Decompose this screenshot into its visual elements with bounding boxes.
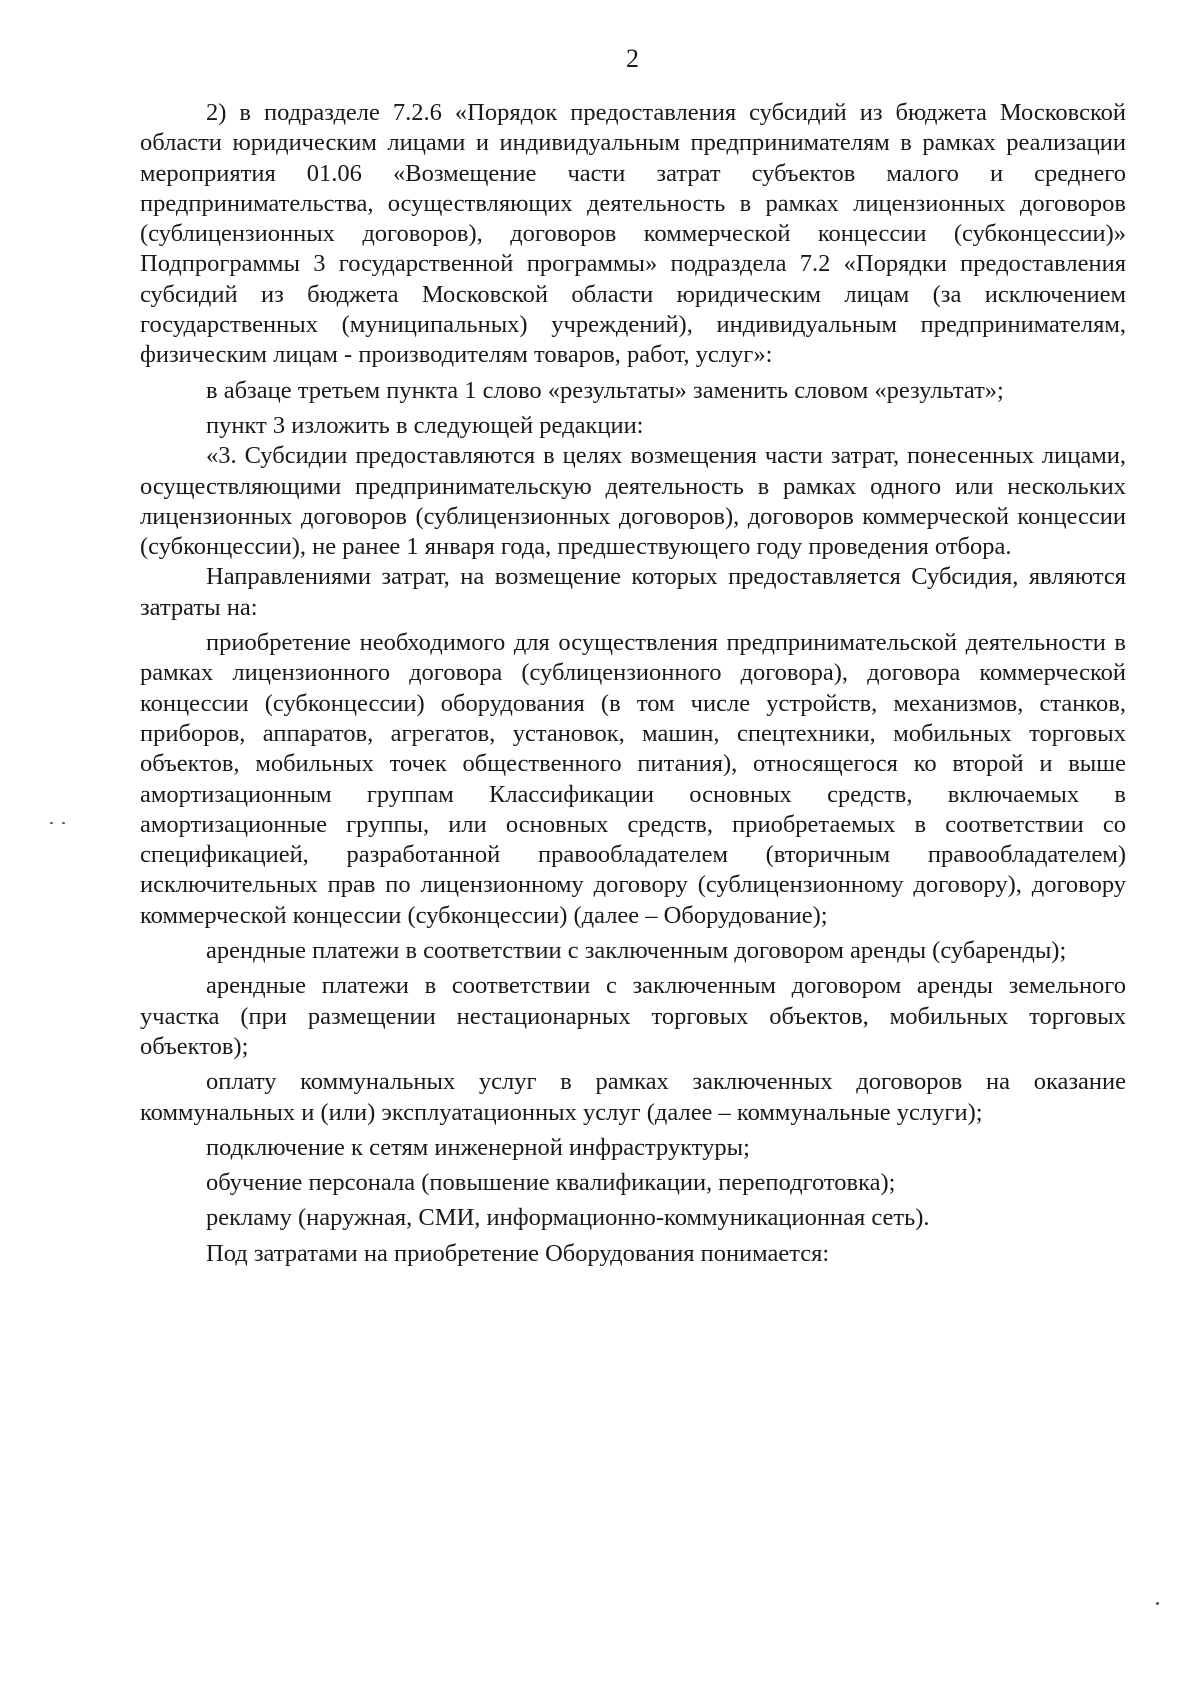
paragraph-amendment-intro: 2) в подразделе 7.2.6 «Порядок предоставления субсидий из бюджета Московской области юридическим лицами и индивидуальным предпринимателям в рамках реализации мероприятия 01.06 «Возмещение части затрат субъектов малого и среднего предпринимательства, осуществляющих деятельность в рамках лицензионных договоров (сублицензионных договоров), договоров коммерческой концессии (субконцессии)» Подпрограммы 3 государственной программы» подраздела 7.2 «Порядки предоставления субсидий из бюджета Московской области юридическим лицам (за исключением государственных (муниципальных) учреждений), индивидуальным предпринимателям, физическим лицам - производителям товаров, работ, услуг»:	[140, 99, 1126, 369]
page-number: 2	[626, 44, 639, 73]
paragraph-rent: арендные платежи в соответствии с заключенным договором аренды (субаренды);	[206, 937, 1067, 965]
document-body	[140, 98, 1126, 1269]
paragraph-equipment: приобретение необходимого для осуществления предпринимательской деятельности в рамках лицензионного договора (сублицензионного договора), договора коммерческой концессии (субконцессии) оборудования (в том числе устройств, механизмов, станков, приборов, аппаратов, агрегатов, установок, машин, спецтехники, мобильных торговых объектов, мобильных точек общественного питания), относящегося ко второй и выше амортизационным группам Классификации основных средств, включаемых в амортизационные группы, или основных средств, приобретаемых в соответствии со спецификацией, разработанной правообладателем (вторичным правообладателем) исключительных прав по лицензионному договору (сублицензионному договору), договору коммерческой концессии (субконцессии) (далее – Оборудование);	[140, 629, 1126, 929]
paragraph-replace-word: в абзаце третьем пункта 1 слово «результаты» заменить словом «результат»;	[206, 376, 1004, 404]
paragraph-cost-directions: Направлениями затрат, на возмещение которых предоставляется Субсидия, являются затраты на:	[140, 563, 1126, 621]
scan-speck	[62, 822, 65, 824]
paragraph-land-rent: арендные платежи в соответствии с заключенным договором аренды земельного участка (при размещении нестационарных торговых объектов, мобильных торговых объектов);	[140, 972, 1126, 1060]
paragraph-training: обучение персонала (повышение квалификации, переподготовка);	[206, 1169, 896, 1197]
paragraph-point-3: «3. Субсидии предоставляются в целях возмещения части затрат, понесенных лицами, осуществляющими предпринимательскую деятельность в рамках одного или нескольких лицензионных договоров (сублицензионных договоров), договоров коммерческой концессии (субконцессии), не ранее 1 января года, предшествующего году проведения отбора.	[140, 442, 1126, 561]
paragraph-utilities: оплату коммунальных услуг в рамках заключенных договоров на оказание коммунальных и (или) эксплуатационных услуг (далее – коммунальные услуги);	[140, 1068, 1126, 1126]
scan-speck	[50, 822, 53, 824]
paragraph-advertising: рекламу (наружная, СМИ, информационно-коммуникационная сеть).	[206, 1204, 930, 1232]
paragraph-equipment-costs: Под затратами на приобретение Оборудования понимается:	[206, 1239, 830, 1267]
paragraph-connection: подключение к сетям инженерной инфраструктуры;	[206, 1133, 750, 1161]
paragraph-point-3-intro: пункт 3 изложить в следующей редакции:	[206, 411, 644, 439]
scan-speck	[1156, 1602, 1159, 1605]
